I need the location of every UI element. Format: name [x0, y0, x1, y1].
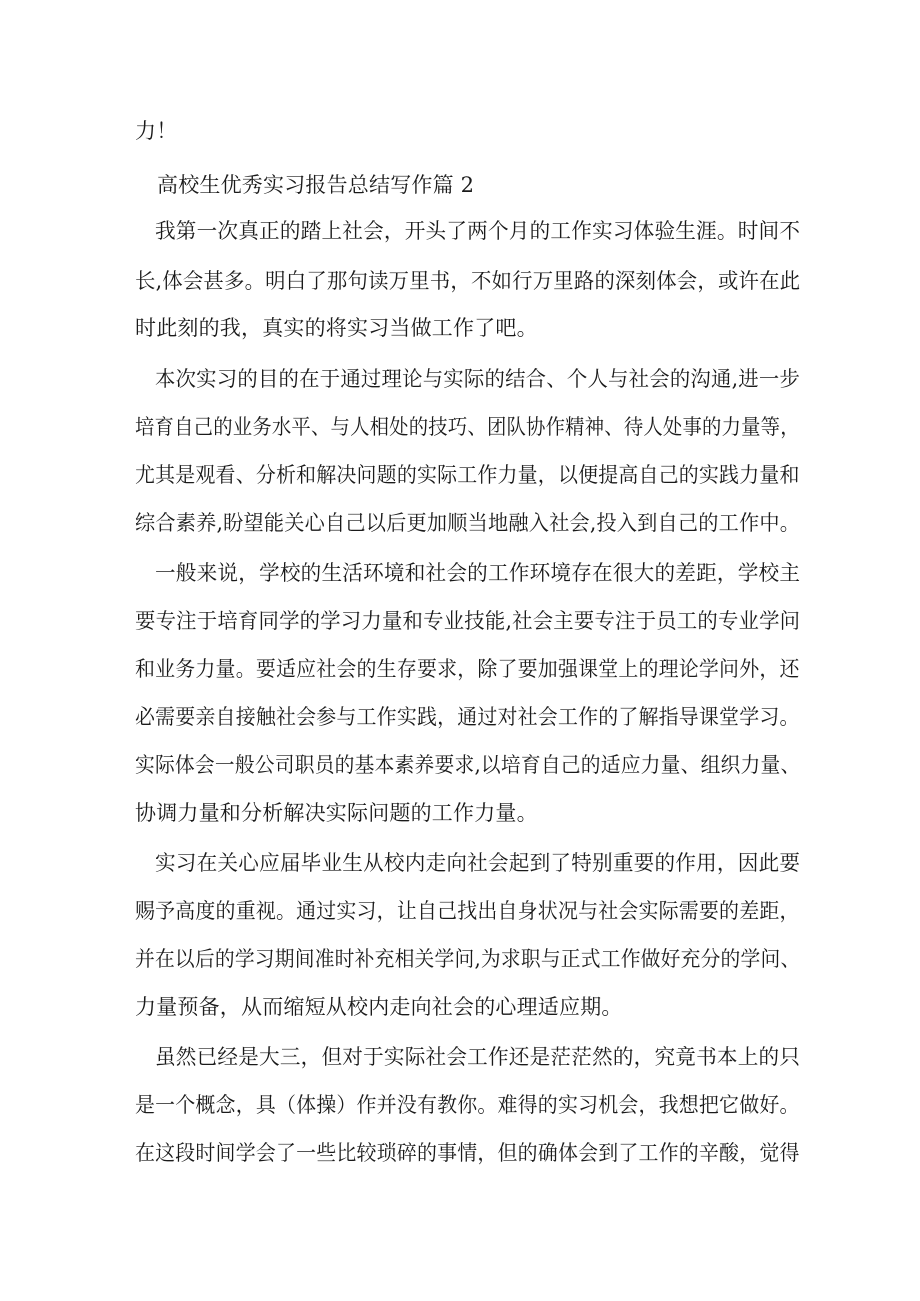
text-line: 长,体会甚多。明白了那句读万里书，不如行万里路的深刻体会，或许在此: [135, 269, 801, 293]
text-line: 时此刻的我，真实的将实习当做工作了吧。: [135, 316, 538, 340]
section-heading: 高校生优秀实习报告总结写作篇 2: [157, 173, 475, 197]
text-line: 协调力量和分析解决实际问题的工作力量。: [135, 801, 538, 825]
text-line: 要专注于培育同学的学习力量和专业技能,社会主要专注于员工的专业学问: [135, 609, 801, 633]
text-line: 虽然已经是大三，但对于实际社会工作还是茫茫然的，究竟书本上的只: [155, 1045, 801, 1069]
text-line: 一般来说，学校的生活环境和社会的工作环境存在很大的差距，学校主: [155, 561, 801, 585]
text-line: 力量预备，从而缩短从校内走向社会的心理适应期。: [135, 995, 623, 1019]
text-line: 力！: [135, 119, 178, 143]
text-line: 在这段时间学会了一些比较琐碎的事情，但的确体会到了工作的辛酸，觉得: [135, 1141, 800, 1165]
text-line: 综合素养,盼望能关心自己以后更加顺当地融入社会,投入到自己的工作中。: [135, 511, 801, 535]
text-line: 培育自己的业务水平、与人相处的技巧、团队协作精神、待人处事的力量等，: [135, 415, 800, 439]
text-line: 本次实习的目的在于通过理论与实际的结合、个人与社会的沟通,进一步: [155, 367, 801, 391]
text-line: 实际体会一般公司职员的基本素养要求,以培育自己的适应力量、组织力量、: [135, 753, 801, 777]
text-line: 赐予高度的重视。通过实习，让自己找出自身状况与社会实际需要的差距，: [135, 899, 800, 923]
text-line: 实习在关心应届毕业生从校内走向社会起到了特别重要的作用，因此要: [155, 851, 801, 875]
text-line: 我第一次真正的踏上社会，开头了两个月的工作实习体验生涯。时间不: [155, 219, 801, 243]
text-line: 是一个概念，具（体操）作并没有教你。难得的实习机会，我想把它做好。: [135, 1093, 800, 1117]
text-line: 必需要亲自接触社会参与工作实践，通过对社会工作的了解指导课堂学习。: [135, 705, 800, 729]
text-line: 和业务力量。要适应社会的生存要求，除了要加强课堂上的理论学问外，还: [135, 657, 800, 681]
text-line: 尤其是观看、分析和解决问题的实际工作力量，以便提高自己的实践力量和: [135, 463, 800, 487]
text-line: 并在以后的学习期间准时补充相关学问,为求职与正式工作做好充分的学问、: [135, 947, 801, 971]
